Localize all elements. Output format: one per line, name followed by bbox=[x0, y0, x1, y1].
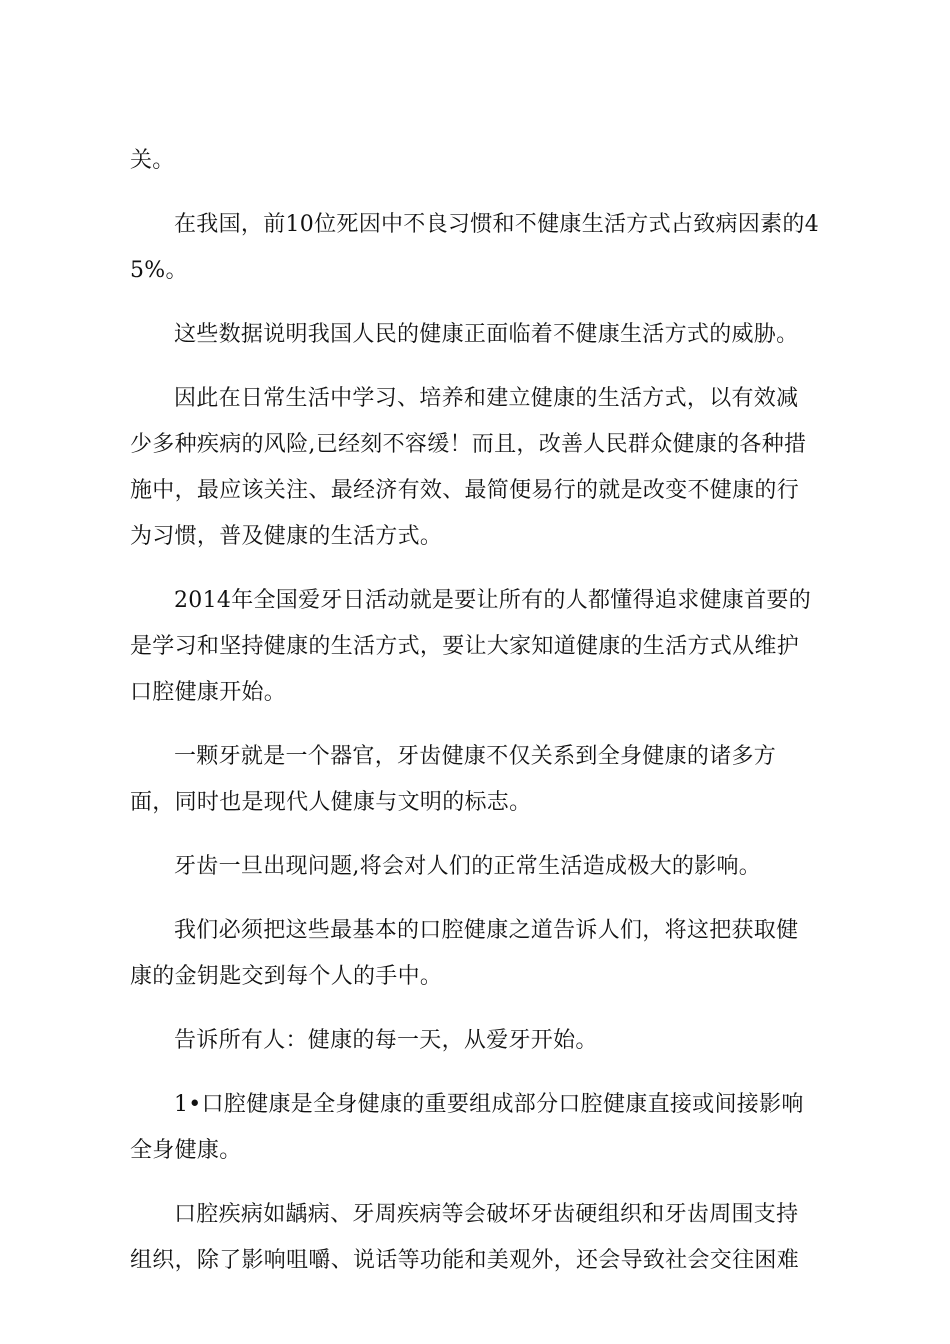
paragraph-lifestyle: 因此在日常生活中学习、培养和建立健康的生活方式，以有效减少多种疾病的风险,已经刻不容缓！而且，改善人民群众健康的各种措施中，最应该关注、最经济有效、最简便易行的就是改变不健康的行为习惯，普及健康的生活方式。 bbox=[130, 386, 807, 549]
paragraph-tell-everyone: 告诉所有人：健康的每一天，从爱牙开始。 bbox=[174, 1028, 598, 1053]
paragraph-golden-key: 我们必须把这些最基本的口腔健康之道告诉人们，将这把获取健康的金钥匙交到每个人的手中。 bbox=[130, 918, 799, 989]
paragraph-love-teeth-day: 2014年全国爱牙日活动就是要让所有的人都懂得追求健康首要的是学习和坚持健康的生活方式，要让大家知道健康的生活方式从维护口腔健康开始。 bbox=[130, 588, 811, 705]
paragraph-continuation: 关。 bbox=[130, 148, 175, 173]
paragraph-tooth-organ: 一颗牙就是一个器官，牙齿健康不仅关系到全身健康的诸多方面，同时也是现代人健康与文明的标志。 bbox=[130, 744, 777, 815]
paragraph-threat: 这些数据说明我国人民的健康正面临着不健康生活方式的威胁。 bbox=[174, 322, 799, 347]
document-body bbox=[130, 138, 820, 1302]
paragraph-point-one: 1•口腔健康是全身健康的重要组成部分口腔健康直接或间接影响全身健康。 bbox=[130, 1092, 804, 1163]
paragraph-oral-diseases: 口腔疾病如龋病、牙周疾病等会破坏牙齿硬组织和牙齿周围支持组织，除了影响咀嚼、说话等功能和美观外，还会导致社会交往困难 bbox=[130, 1202, 800, 1273]
paragraph-statistics: 在我国，前10位死因中不良习惯和不健康生活方式占致病因素的45%。 bbox=[130, 212, 819, 283]
paragraph-tooth-problems: 牙齿一旦出现问题,将会对人们的正常生活造成极大的影响。 bbox=[174, 854, 762, 879]
